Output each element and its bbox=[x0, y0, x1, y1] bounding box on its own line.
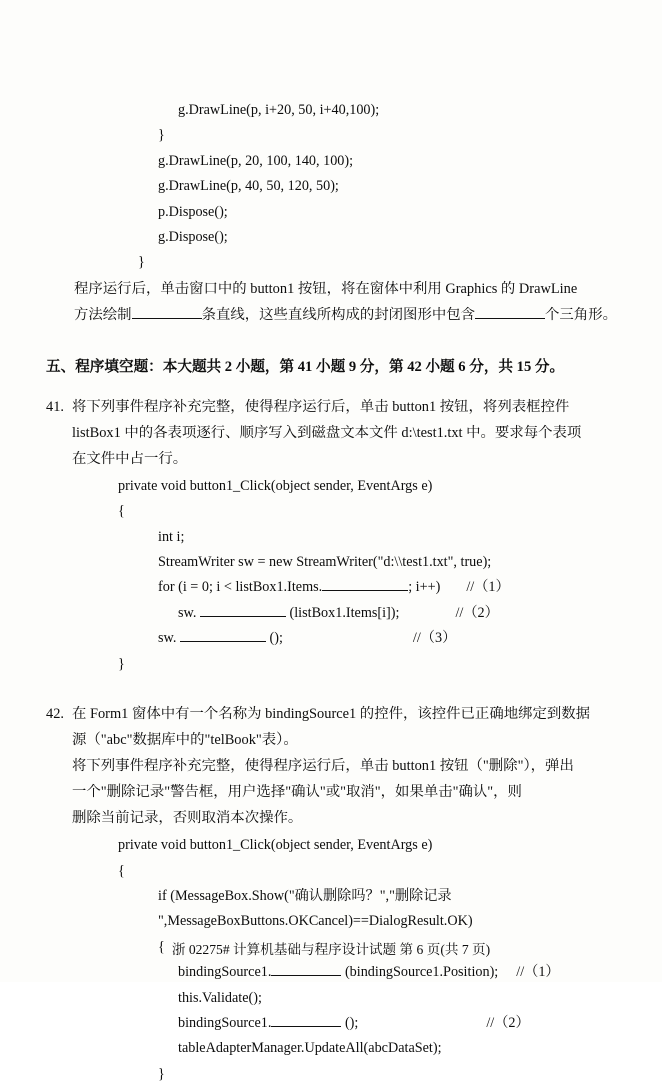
code-line: { bbox=[118, 862, 125, 879]
top-paragraph-text-b: 条直线，这些直线所构成的封闭图形中包含 bbox=[201, 306, 476, 323]
top-paragraph-text-a: 方法绘制 bbox=[74, 306, 132, 323]
blank-42-2 bbox=[271, 1026, 341, 1027]
blank-42-1 bbox=[271, 975, 341, 976]
question-42-text-1: 在 Form1 窗体中有一个名称为 bindingSource1 的控件，该控件已正确地绑定到数据 bbox=[72, 706, 591, 723]
question-42-number: 42. bbox=[46, 706, 64, 723]
code-line: private void button1_Click(object sender, EventArgs e) bbox=[118, 837, 433, 854]
top-paragraph bbox=[46, 276, 626, 328]
code-line: int i; bbox=[158, 528, 185, 545]
question-41-text-2: listBox1 中的各表项逐行、顺序写入到磁盘文本文件 d:\test1.txt 中。要求每个表项 bbox=[72, 424, 582, 441]
top-code-block bbox=[46, 98, 626, 276]
code-suffix: (); bbox=[341, 1014, 359, 1031]
code-line-blank bbox=[46, 575, 626, 600]
question-42-text-4: 一个"删除记录"警告框，用户选择"确认"或"取消"，如果单击"确认"，则 bbox=[72, 784, 522, 801]
blank-fill-1 bbox=[132, 318, 202, 319]
code-line: { bbox=[158, 938, 165, 955]
code-line: private void button1_Click(object sender, EventArgs e) bbox=[118, 477, 433, 494]
code-line: { bbox=[118, 503, 125, 520]
code-prefix: for (i = 0; i < listBox1.Items. bbox=[158, 579, 323, 596]
code-line-blank bbox=[46, 1011, 626, 1036]
blank-41-2 bbox=[200, 616, 286, 617]
code-comment: //（2） bbox=[486, 1014, 530, 1031]
code-line-blank bbox=[46, 626, 626, 651]
question-41-text-3: 在文件中占一行。 bbox=[72, 450, 188, 467]
code-line-blank bbox=[46, 601, 626, 626]
code-comment: //（2） bbox=[455, 604, 499, 621]
code-prefix: sw. bbox=[158, 630, 180, 647]
code-line: } bbox=[118, 655, 125, 672]
code-prefix: bindingSource1. bbox=[178, 1014, 272, 1031]
page-footer: 浙 02275# 计算机基础与程序设计试题 第 6 页(共 7 页) bbox=[171, 942, 491, 957]
code-comment: //（1） bbox=[516, 964, 560, 981]
top-paragraph-text-c: 个三角形。 bbox=[545, 306, 617, 323]
question-41-number: 41. bbox=[46, 398, 64, 415]
code-line: this.Validate(); bbox=[178, 989, 262, 1006]
question-42-code bbox=[46, 833, 626, 1087]
top-paragraph-line-2 bbox=[74, 302, 626, 328]
code-suffix: ; i++) bbox=[408, 579, 441, 596]
code-line: p.Dispose(); bbox=[158, 203, 228, 220]
top-paragraph-line-1: 程序运行后，单击窗口中的 button1 按钮，将在窗体中利用 Graphics 的 DrawLine bbox=[74, 280, 578, 297]
code-prefix: sw. bbox=[178, 604, 200, 621]
code-suffix: (); bbox=[265, 630, 283, 647]
code-line: g.Dispose(); bbox=[158, 229, 228, 246]
question-41-code bbox=[46, 474, 626, 677]
question-42-text-3: 将下列事件程序补充完整，使得程序运行后，单击 button1 按钮（"删除"），弹出 bbox=[72, 758, 574, 775]
question-41 bbox=[46, 394, 626, 472]
code-line: if (MessageBox.Show("确认删除吗？","删除记录 bbox=[158, 887, 452, 904]
question-41-text-1: 将下列事件程序补充完整，使得程序运行后，单击 button1 按钮，将列表框控件 bbox=[72, 398, 570, 415]
code-line: g.DrawLine(p, 20, 100, 140, 100); bbox=[158, 152, 354, 169]
code-line: } bbox=[158, 1065, 165, 1082]
question-42-text-2: 源（"abc"数据库中的"telBook"表）。 bbox=[72, 732, 298, 749]
question-42 bbox=[46, 701, 626, 831]
code-comment: //（3） bbox=[412, 630, 457, 647]
code-line: } bbox=[158, 127, 165, 144]
code-line: g.DrawLine(p, i+20, 50, i+40,100); bbox=[178, 102, 380, 118]
code-comment: //（1） bbox=[466, 579, 510, 596]
code-line: ",MessageBoxButtons.OKCancel)==DialogResult.OK) bbox=[158, 913, 473, 930]
code-line: tableAdapterManager.UpdateAll(abcDataSet); bbox=[178, 1040, 442, 1057]
code-line: g.DrawLine(p, 40, 50, 120, 50); bbox=[158, 178, 339, 195]
blank-41-3 bbox=[180, 641, 266, 642]
code-line: } bbox=[138, 254, 145, 271]
blank-41-1 bbox=[322, 590, 408, 591]
code-line: StreamWriter sw = new StreamWriter("d:\\test1.txt", true); bbox=[158, 554, 492, 571]
section-heading: 五、程序填空题：本大题共 2 小题，第 41 小题 9 分，第 42 小题 6 分，共 15 分。 bbox=[46, 358, 565, 375]
question-42-text-5: 删除当前记录，否则取消本次操作。 bbox=[72, 810, 303, 827]
code-suffix: (bindingSource1.Position); bbox=[341, 964, 499, 981]
code-suffix: (listBox1.Items[i]); bbox=[285, 604, 400, 621]
code-prefix: bindingSource1. bbox=[178, 964, 272, 981]
blank-fill-2 bbox=[475, 318, 545, 319]
